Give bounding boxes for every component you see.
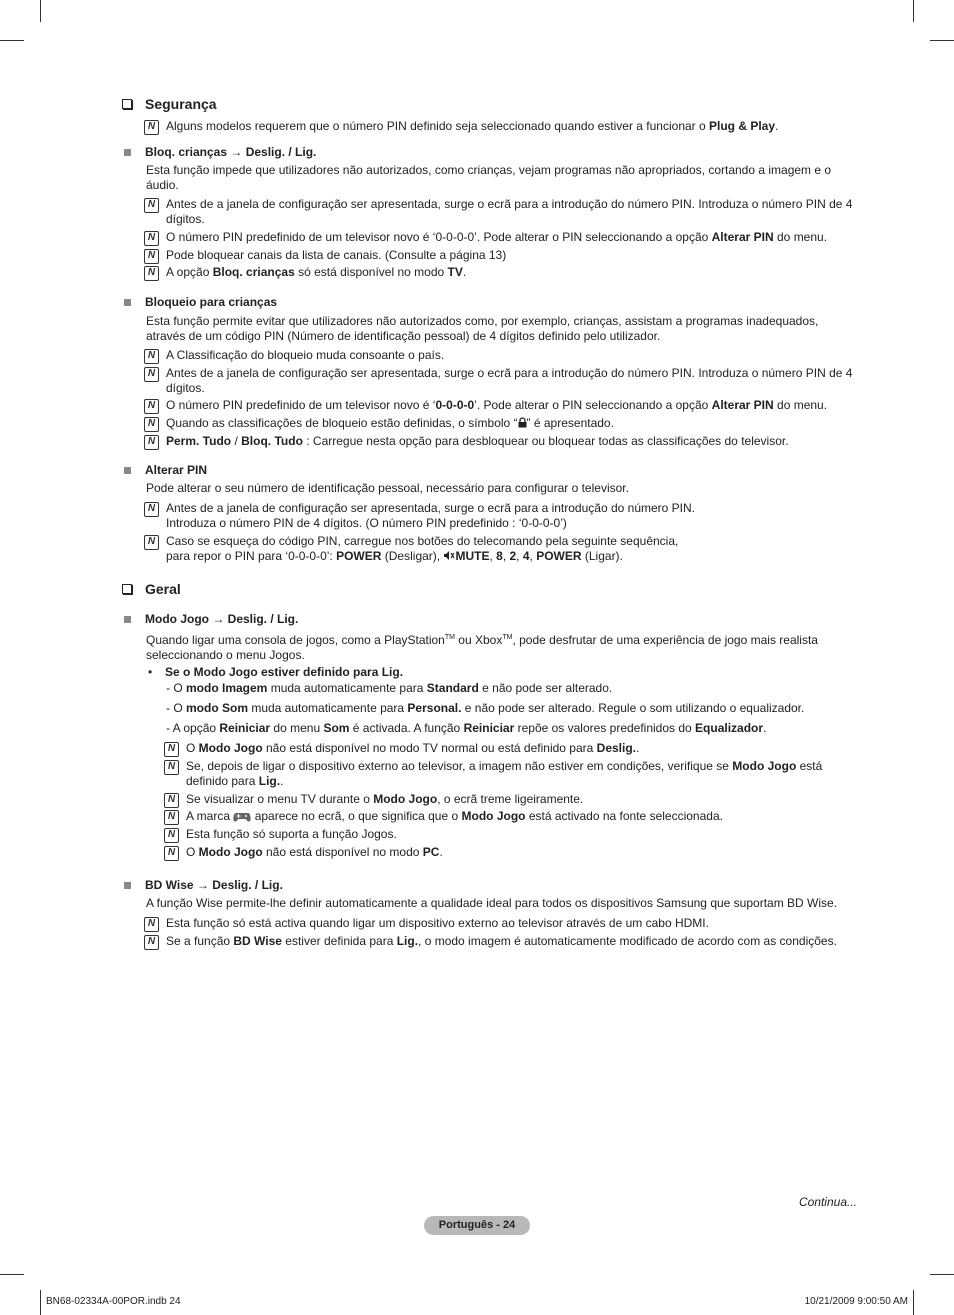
note-text: , o modo imagem é automaticamente modificado de acordo com as condições.	[418, 934, 837, 948]
paragraph-text: , pode desfrutar de uma experiência de jogo mais realista seleccionando o menu Jogos.	[146, 633, 818, 662]
note-bold: Perm. Tudo	[166, 434, 232, 448]
note-icon: N	[144, 120, 159, 135]
section-heading-seguranca	[122, 95, 217, 113]
crop-mark	[930, 1274, 954, 1275]
note-icon: N	[144, 399, 159, 414]
note-text: (Ligar).	[581, 549, 623, 563]
note-icon: N	[164, 742, 179, 757]
gamepad-icon	[233, 811, 251, 823]
note-icon: N	[144, 502, 159, 517]
dash-bold: Standard	[426, 681, 479, 695]
note-text: não está disponível no modo	[262, 845, 423, 859]
note-bold: PC	[422, 845, 440, 859]
dash-text: é activada. A função	[349, 721, 464, 735]
note-text: aparece no ecrã, o que significa que o	[251, 809, 462, 823]
subheading-text: Modo Jogo → Deslig. / Lig.	[145, 612, 299, 626]
note-icon: N	[164, 793, 179, 808]
note-text: .	[462, 265, 467, 279]
dash-text: - A opção	[166, 721, 220, 735]
subheading-text: Bloqueio para crianças	[145, 295, 278, 309]
note-text: Antes de a janela de configuração ser apresentada, surge o ecrã para a introdução do número PIN. Introduza o número PIN de 4 dígitos.	[166, 197, 853, 226]
note	[144, 265, 856, 281]
note-bold: Modo Jogo	[732, 759, 797, 773]
crop-mark	[40, 1290, 41, 1315]
note-bold: Modo Jogo	[373, 792, 438, 806]
note-text: não está disponível no modo TV normal ou está definido para	[262, 741, 597, 755]
note-bold: Modo Jogo	[198, 741, 263, 755]
note-text: A Classificação do bloqueio muda consoante o país.	[166, 348, 445, 362]
note-text: estiver definida para	[281, 934, 397, 948]
paragraph: Esta função permite evitar que utilizadores não autorizados como, por exemplo, crianças, assistam a programas inadequados, através de um código PIN (Número de identificação pessoal) de 4 dígitos definido pelo utilizador.	[146, 314, 819, 343]
note-text: está activado na fonte seleccionada.	[525, 809, 723, 823]
print-slug-file: BN68-02334A-00POR.indb 24	[46, 1296, 181, 1307]
crop-mark	[0, 40, 24, 41]
note-bold: Modo Jogo	[198, 845, 263, 859]
paragraph-text: ou Xbox	[454, 633, 503, 647]
note-bold: Deslig.	[596, 741, 637, 755]
note-bold: Alterar PIN	[711, 230, 774, 244]
note-icon: N	[144, 435, 159, 450]
note-icon: N	[144, 535, 159, 550]
note-icon: N	[144, 231, 159, 246]
note	[164, 792, 862, 808]
note-text: Se, depois de ligar o dispositivo externo ao televisor, a imagem não estiver em condições, verifique se	[186, 759, 733, 773]
note-text: está definido para	[186, 759, 823, 788]
note-bold: TV	[447, 265, 463, 279]
note-icon: N	[144, 349, 159, 364]
lock-icon	[518, 417, 527, 428]
note-text: para repor o PIN para ‘0-0-0-0’:	[166, 549, 337, 563]
note-icon: N	[164, 846, 179, 861]
bullet-text: Se o Modo Jogo estiver definido para Lig.	[165, 665, 404, 679]
subheading-bd-wise	[124, 878, 283, 893]
dash-text: .	[763, 721, 767, 735]
note-text: Antes de a janela de configuração ser apresentada, surge o ecrã para a introdução do número PIN. Introduza o número PIN de 4 dígitos.	[166, 366, 853, 395]
note-bold: Lig.	[396, 934, 419, 948]
note	[164, 845, 862, 861]
dash-text: do menu	[270, 721, 324, 735]
note-icon: N	[144, 935, 159, 950]
note-text: A marca	[186, 809, 234, 823]
subheading-bloqueio	[124, 295, 277, 310]
note-icon: N	[144, 198, 159, 213]
note-icon: N	[164, 828, 179, 843]
key-power: POWER	[336, 549, 382, 563]
dash-text: - O	[166, 701, 186, 715]
note-icon: N	[144, 917, 159, 932]
note-text: .	[280, 774, 284, 788]
trademark: TM	[444, 634, 455, 641]
note-text: ,	[529, 549, 537, 563]
key-8: 8	[496, 549, 503, 563]
checkbox-square-icon	[122, 584, 132, 594]
section-title: Segurança	[145, 96, 217, 112]
note-icon: N	[164, 760, 179, 775]
dash-item	[166, 721, 766, 736]
note-icon: N	[164, 810, 179, 825]
dash-text: repõe os valores predefinidos do	[514, 721, 696, 735]
note-text: ,	[516, 549, 523, 563]
checkbox-square-icon	[122, 99, 132, 109]
note	[164, 827, 862, 843]
note-text: Esta função só está activa quando ligar um dispositivo externo ao televisor através de um cabo HDMI.	[166, 916, 709, 930]
note-text: , o ecrã treme ligeiramente.	[437, 792, 584, 806]
crop-mark	[40, 0, 41, 22]
note-bold: 0-0-0-0	[435, 398, 475, 412]
note	[164, 809, 862, 825]
subheading-text: Bloq. crianças → Deslig. / Lig.	[145, 145, 317, 159]
note	[144, 398, 856, 414]
note	[144, 934, 856, 950]
bullet-square-icon	[124, 149, 131, 156]
note-text: A opção	[166, 265, 213, 279]
paragraph-text: Quando ligar uma consola de jogos, como a PlayStation	[146, 633, 445, 647]
note	[144, 366, 856, 396]
note-text: Pode bloquear canais da lista de canais. (Consulte a página 13)	[166, 248, 507, 262]
note	[144, 434, 856, 450]
dash-bold: Equalizador	[695, 721, 764, 735]
note-text: (Desligar),	[381, 549, 444, 563]
note-icon: N	[144, 249, 159, 264]
key-4: 4	[522, 549, 530, 563]
crop-mark	[0, 1274, 24, 1275]
note	[144, 348, 856, 364]
subheading-text: Alterar PIN	[145, 463, 208, 477]
dash-text: e não pode ser alterado.	[478, 681, 613, 695]
bullet-square-icon	[124, 467, 131, 474]
note-text: ,	[502, 549, 510, 563]
note-icon: N	[144, 266, 159, 281]
note-icon: N	[144, 417, 159, 432]
note-text: do menu.	[773, 398, 828, 412]
note	[144, 119, 856, 135]
note	[164, 759, 862, 789]
note-text: ” é apresentado.	[526, 416, 614, 430]
note-bold: Bloq. crianças	[212, 265, 295, 279]
print-slug-date: 10/21/2009 9:00:50 AM	[804, 1296, 908, 1307]
note-text: : Carregue nesta opção para desbloquear ou bloquear todas as classificações do televisor.	[302, 434, 789, 448]
note-text: Alguns modelos requerem que o número PIN definido seja seleccionado quando estiver a funcionar o	[166, 119, 709, 133]
note-bold: Modo Jogo	[461, 809, 526, 823]
note-text: do menu.	[773, 230, 828, 244]
dash-bold: Personal.	[407, 701, 462, 715]
paragraph	[146, 630, 858, 663]
note-bold: BD Wise	[233, 934, 282, 948]
trademark: TM	[502, 634, 513, 641]
note-text: Caso se esqueça do código PIN, carregue nos botões do telecomando pela seguinte sequência,	[166, 534, 679, 548]
note-bold: Plug & Play	[709, 119, 776, 133]
crop-mark	[913, 0, 914, 22]
paragraph: Pode alterar o seu número de identificação pessoal, necessário para configurar o televisor.	[146, 481, 629, 495]
crop-mark	[930, 40, 954, 41]
note-text: Esta função só suporta a função Jogos.	[186, 827, 397, 841]
dash-bold: Reiniciar	[219, 721, 271, 735]
note-text: Antes de a janela de configuração ser apresentada, surge o ecrã para a introdução do número PIN.	[166, 501, 696, 515]
dash-bold: modo Som	[186, 701, 248, 715]
paragraph: A função Wise permite-lhe definir automaticamente a qualidade ideal para todos os dispositivos Samsung que suportam BD Wise.	[146, 896, 838, 910]
subheading-modo-jogo	[124, 612, 298, 627]
bullet-square-icon	[124, 882, 131, 889]
dash-text: - O	[166, 681, 186, 695]
note	[144, 916, 856, 932]
note-text: ’. Pode alterar o PIN seleccionando a opção	[474, 398, 712, 412]
subheading-text: BD Wise → Deslig. / Lig.	[145, 878, 283, 892]
note-text: Introduza o número PIN de 4 dígitos. (O número PIN predefinido : ‘0-0-0-0’)	[166, 516, 567, 530]
key-2: 2	[509, 549, 517, 563]
page-number-badge: Português - 24	[424, 1216, 530, 1235]
note-text: O número PIN predefinido de um televisor novo é ‘	[166, 398, 436, 412]
dash-text: e não pode ser alterado. Regule o som utilizando o equalizador.	[461, 701, 805, 715]
bullet-square-icon	[124, 616, 131, 623]
note-text: Quando as classificações de bloqueio estão definidas, o símbolo “	[166, 416, 518, 430]
dash-item	[166, 701, 804, 716]
note	[144, 501, 856, 531]
dash-bold: modo Imagem	[186, 681, 268, 695]
key-mute: MUTE	[455, 549, 490, 563]
note-text: ,	[489, 549, 497, 563]
dash-text: muda automaticamente para	[267, 681, 427, 695]
dash-bold: Reiniciar	[463, 721, 515, 735]
note	[144, 230, 856, 246]
mute-icon	[443, 550, 455, 561]
bullet-item: • Se o Modo Jogo estiver definido para Lig.	[148, 665, 404, 679]
paragraph: Esta função impede que utilizadores não autorizados, como crianças, vejam programas não apropriados, cortando a imagem e o áudio.	[146, 163, 832, 192]
section-title: Geral	[145, 581, 181, 597]
note-text: .	[636, 741, 640, 755]
bullet-square-icon	[124, 299, 131, 306]
dash-bold: Som	[323, 721, 350, 735]
note-bold: Bloq. Tudo	[241, 434, 303, 448]
note	[164, 741, 862, 757]
note-text: Se a função	[166, 934, 234, 948]
section-heading-geral	[122, 580, 181, 598]
note-bold: Alterar PIN	[711, 398, 774, 412]
note-text: .	[775, 119, 779, 133]
note-text: O	[186, 741, 199, 755]
note	[144, 248, 856, 264]
key-power: POWER	[536, 549, 582, 563]
crop-mark	[913, 1290, 914, 1315]
continua-label: Continua...	[798, 1195, 857, 1209]
dash-item	[166, 681, 612, 696]
note	[144, 416, 856, 432]
note-text: O	[186, 845, 199, 859]
note-text: /	[231, 434, 242, 448]
note-text: só está disponível no modo	[294, 265, 448, 279]
note-text: Se visualizar o menu TV durante o	[186, 792, 374, 806]
dash-text: muda automaticamente para	[248, 701, 408, 715]
note-bold: Lig.	[258, 774, 281, 788]
note-text: O número PIN predefinido de um televisor novo é ‘0-0-0-0’. Pode alterar o PIN seleccionando a opção	[166, 230, 712, 244]
note-icon: N	[144, 367, 159, 382]
note	[144, 197, 856, 227]
subheading-alterar-pin	[124, 463, 207, 478]
note	[144, 534, 856, 564]
subheading-bloq-criancas	[124, 145, 316, 160]
note-text: .	[439, 845, 443, 859]
